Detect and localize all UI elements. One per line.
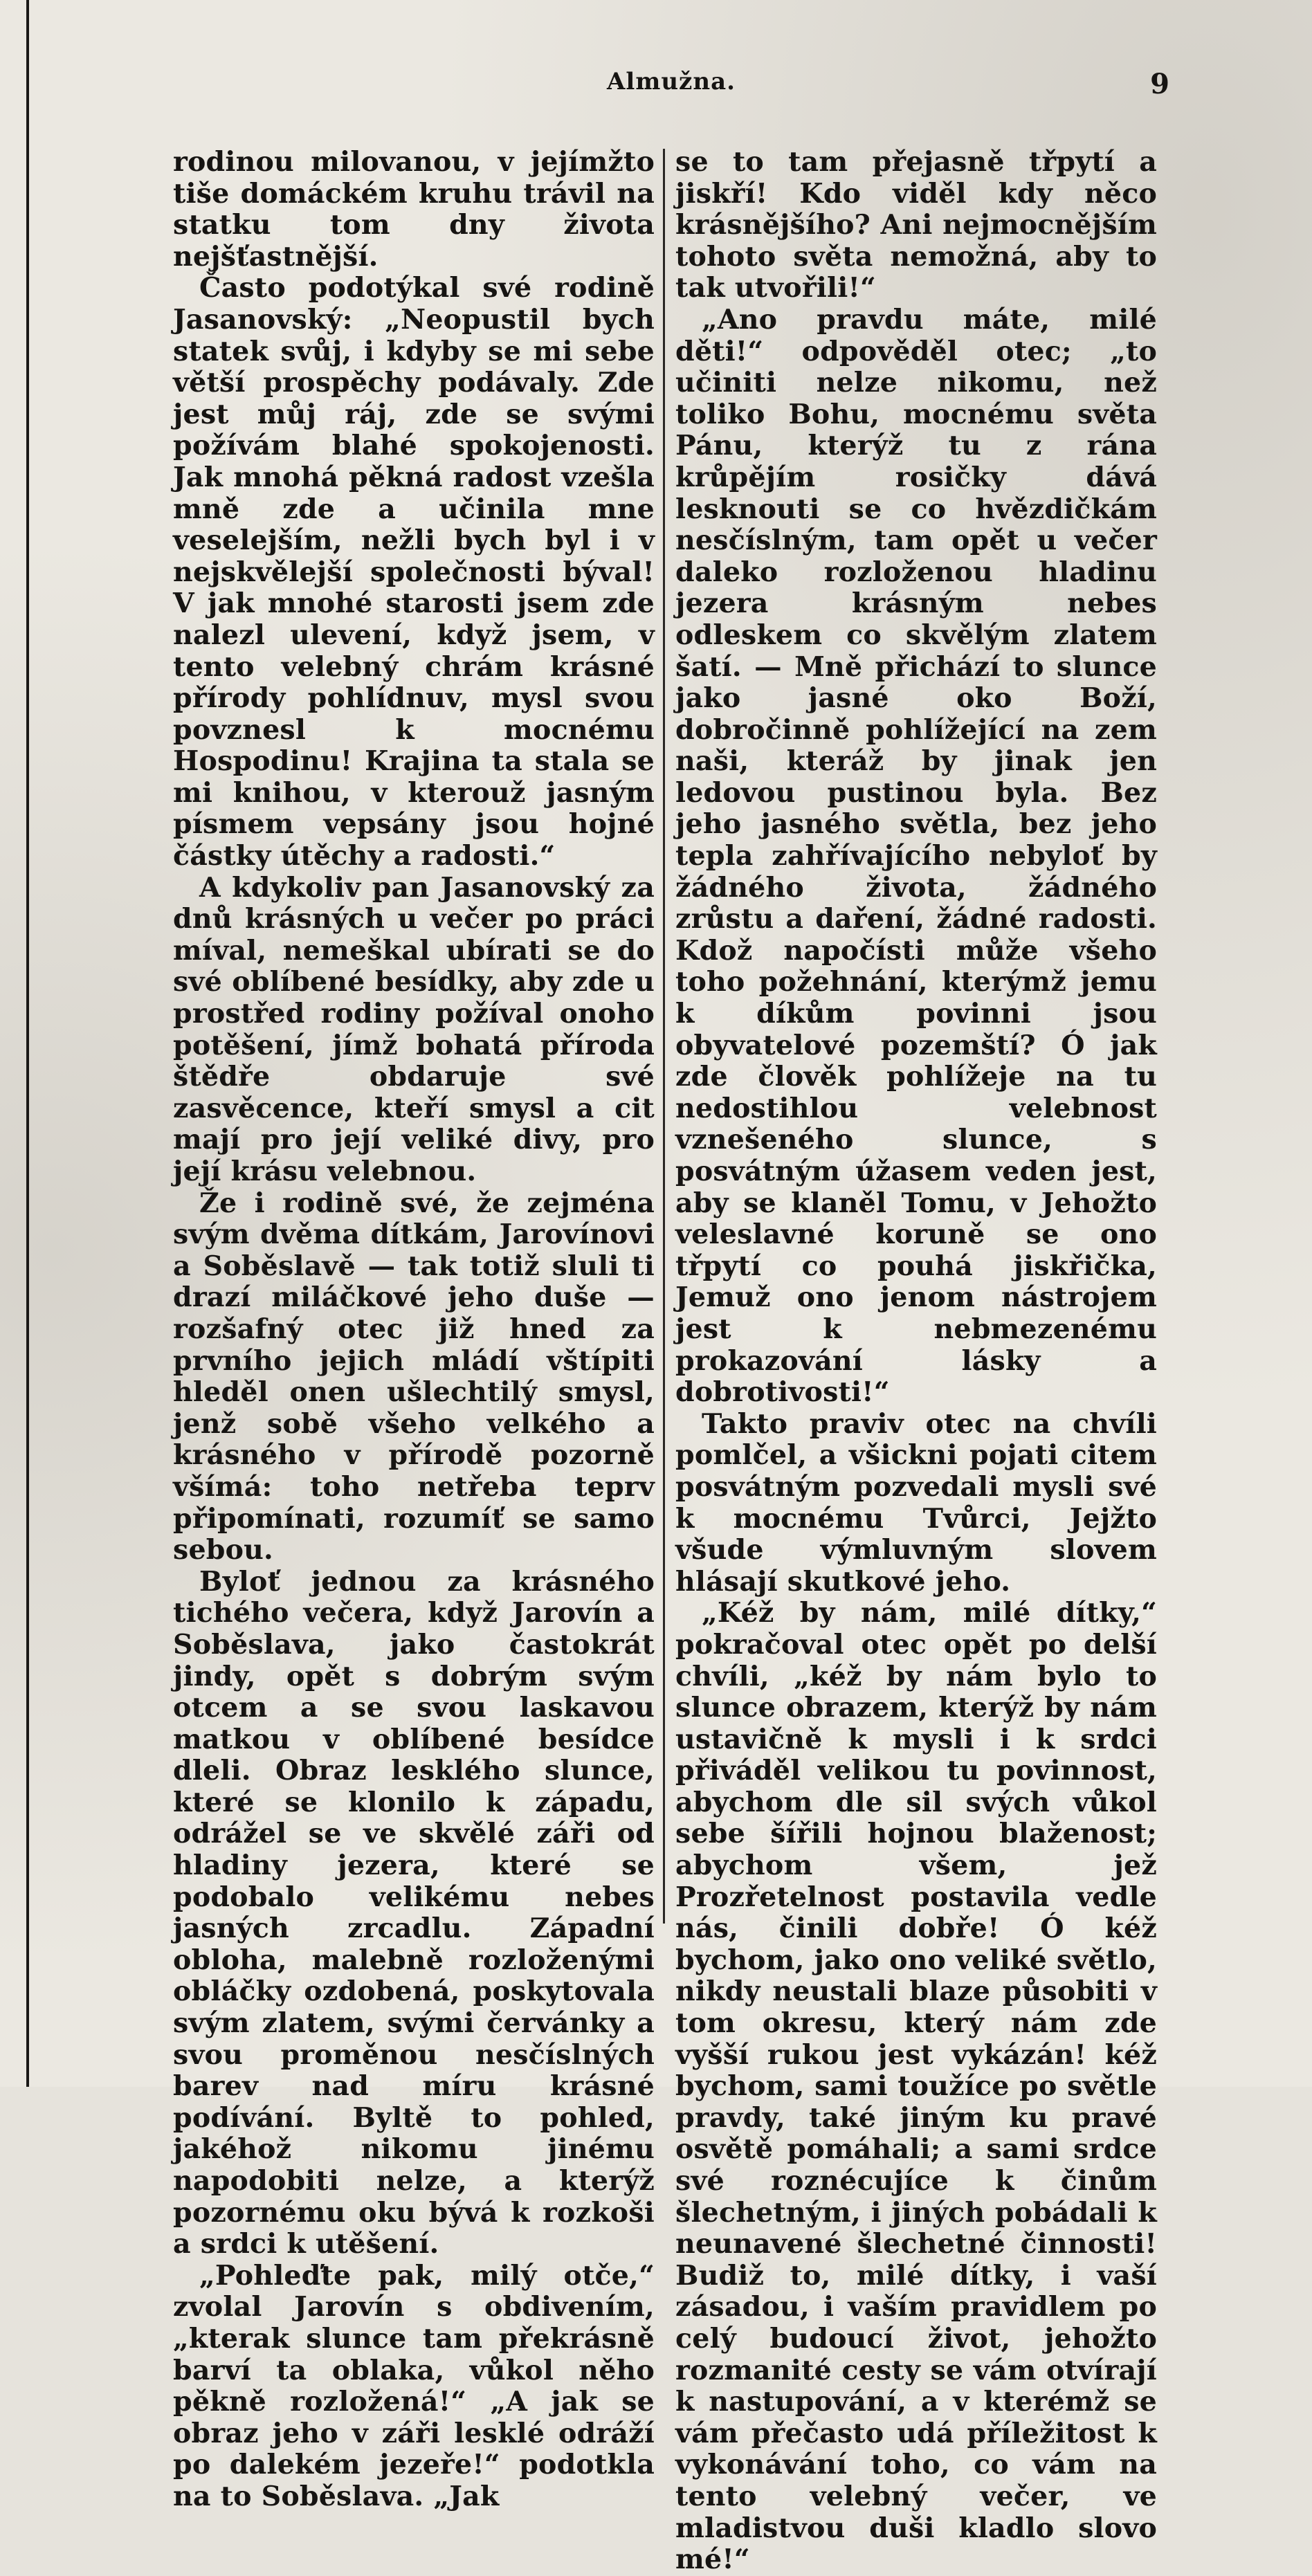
paragraph: Že i rodině své, že zejména svým dvěma dítkám, Jarovínovi a Soběslavě — tak totiž sluli ti drazí miláčkové jeho duše — rozšafný otec již hned za prvního jejich mládí vštípiti hleděl onen ušlechtilý smysl, jenž sobě všeho velkého a krásného v přírodě pozorně všímá: toho netřeba teprv připomínati, rozumíť se samo sebou. [173, 1187, 655, 1566]
paragraph: rodinou milovanou, v jejímžto tiše domáckém kruhu trávil na statku tom dny života nejšťastnější. [173, 146, 655, 273]
column-divider [663, 149, 665, 1924]
paragraph: A kdykoliv pan Jasanovský za dnů krásných u večer po práci míval, nemeškal ubírati se do své oblíbené besídky, aby zde u prostřed rodiny požíval onoho potěšení, jímž bohatá příroda štědře obdaruje své zasvěcence, kteří smysl a cit mají pro její veliké divy, pro její krásu velebnou. [173, 871, 655, 1187]
paragraph: Takto praviv otec na chvíli pomlčel, a všickni pojati citem posvátným pozvedali mysli své k mocnému Tvůrci, Jejžto všude výmluvným slovem hlásají skutkové jeho. [675, 1407, 1157, 1598]
running-title: Almužna. [607, 68, 736, 95]
page-header [173, 68, 1169, 109]
paragraph: „Ano pravdu máte, milé děti!“ odpověděl otec; „to učiniti nelze nikomu, než toliko Bohu, mocnému světa Pánu, kterýž tu z rána krůpějím rosičky dává lesknouti se co hvězdičkám nesčíslným, tam opět u večer daleko rozloženou hladinu jezera krásným nebes odleskem co skvělým zlatem šatí. — Mně přichází to slunce jako jasné oko Boží, dobročinně pohlížející na zem naši, kteráž by jinak jen ledovou pustinou byla. Bez jeho jasného světla, bez jeho tepla zahřívajícího nebyloť by žádného života, žádného zrůstu a daření, žádné radosti. Kdož napočísti může všeho toho požehnání, kterýmž jemu k díkům povinni jsou obyvatelové pozemští? Ó jak zde člověk pohlížeje na tu nedostihlou velebnost vznešeného slunce, s posvátným úžasem veden jest, aby se klaněl Tomu, v Jehožto veleslavné koruně se ono třpytí co pouhá jiskřička, Jemuž ono jenom nástrojem jest k nebmezenému prokazování lásky a dobrotivosti!“ [675, 303, 1157, 1409]
left-column [173, 147, 655, 2513]
binding-edge [26, 0, 29, 2087]
paragraph: „Kéž by nám, milé dítky,“ pokračoval otec opět po delší chvíli, „kéž by nám bylo to slunce obrazem, kterýž by nám ustavičně k mysli i k srdci přiváděl velikou tu povinnost, abychom dle sil svých vůkol sebe šířili hojnou blaženost; abychom všem, jež Prozřetelnost postavila vedle nás, činili dobře! Ó kéž bychom, jako ono veliké světlo, nikdy neustali blaze působiti v tom okresu, který nám zde vyšší rukou jest vykázán! kéž bychom, sami toužíce po světle pravdy, také jiným ku pravé osvětě pomáhali; a sami srdce své roznécujíce k činům šlechetným, i jiných pobádali k neunavené šlechetné činnosti! Budiž to, milé dítky, i vaší zásadou, i vaším pravidlem po celý budoucí život, jehožto rozmanité cesty se vám otvírají k nastupování, a v kterémž se vám přečasto udá příležitost k vykonávání toho, co vám na tento velebný večer, ve mladistvou duši kladlo slovo mé!“ [675, 1597, 1157, 2576]
paragraph: Často podotýkal své rodině Jasanovský: „Neopustil bych statek svůj, i kdyby se mi sebe větší prospěchy podávaly. Zde jest můj ráj, zde se svými požívám blahé spokojenosti. Jak mnohá pěkná radost vzešla mně zde a učinila mne veselejším, nežli bych byl i v nejskvělejší společnosti býval! V jak mnohé starosti jsem zde nalezl ulevení, když jsem, v tento velebný chrám krásné přírody pohlídnuv, mysl svou povznesl k mocnému Hospodinu! Krajina ta stala se mi knihou, v kterouž jasným písmem vepsány jsou hojné částky útěchy a radosti.“ [173, 272, 655, 873]
paragraph: „Pohleďte pak, milý otče,“ zvolal Jarovín s obdivením, „kterak slunce tam překrásně barví ta oblaka, vůkol něho pěkně rozložená!“ „A jak se obraz jeho v záři lesklé odráží po dalekém jezeře!“ podotkla na to Soběslava. „Jak [173, 2259, 655, 2512]
page-number: 9 [1150, 68, 1169, 100]
right-column [675, 147, 1157, 2576]
paragraph: se to tam přejasně třpytí a jiskří! Kdo viděl kdy něco krásnějšího? Ani nejmocnějším tohoto světa nemožná, aby to tak utvořili!“ [675, 146, 1157, 304]
paragraph: Byloť jednou za krásného tichého večera, když Jarovín a Soběslava, jako častokrát jindy, opět s dobrým svým otcem a se svou laskavou matkou v oblíbené besídce dleli. Obraz lesklého slunce, které se klonilo k západu, odrážel se ve skvělé záři od hladiny jezera, které se podobalo velikému nebes jasných zrcadlu. Západní obloha, malebně rozloženými obláčky ozdobená, poskytovala svým zlatem, svými červánky a svou proměnou nesčíslných barev nad míru krásné podívání. Byltě to pohled, jakéhož nikomu jinému napodobiti nelze, a kterýž pozornému oku bývá k rozkoši a srdci k utěšení. [173, 1565, 655, 2260]
